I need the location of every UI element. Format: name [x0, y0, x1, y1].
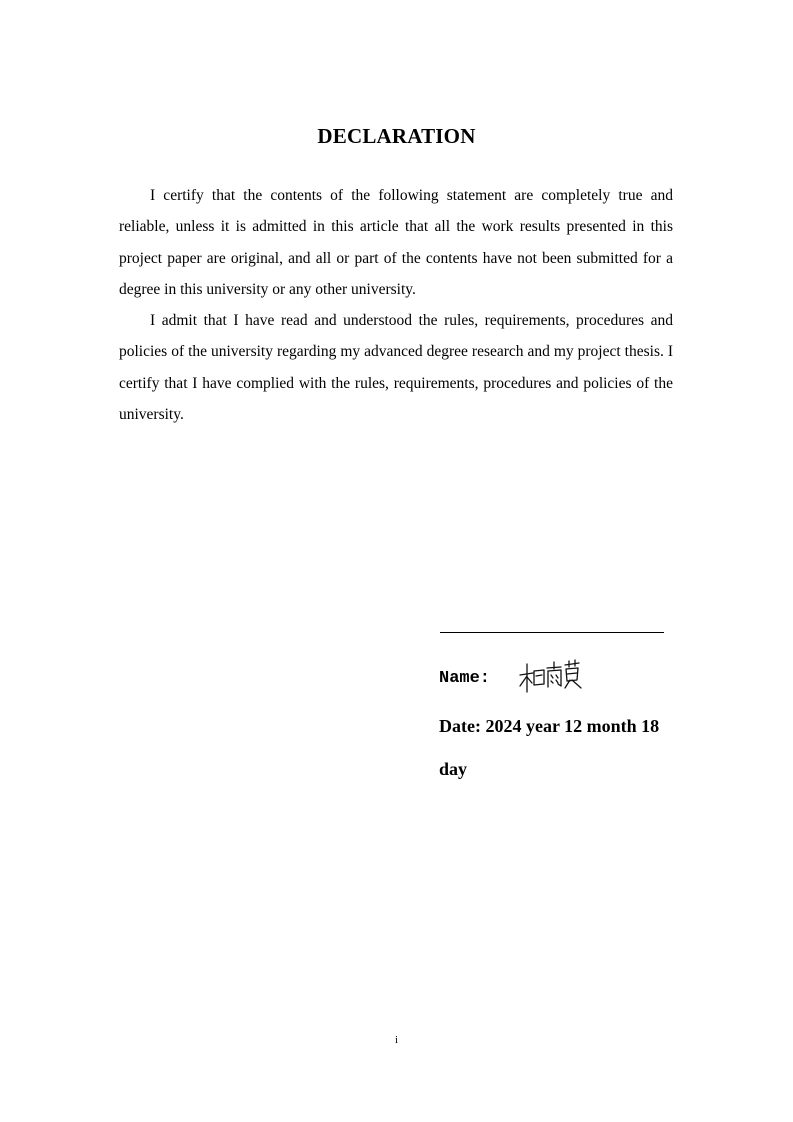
- name-row: [439, 664, 679, 704]
- handwritten-signature: [517, 658, 583, 696]
- page-title: DECLARATION: [317, 124, 476, 148]
- declaration-body: [119, 180, 673, 430]
- declaration-paragraph-1: I certify that the contents of the following statement are completely true and reliable, unless it is admitted in this article that all the work results presented in this project paper are original, and all or part of the contents have not been submitted for a degree in this university or any other university.: [119, 187, 673, 298]
- signature-line: [440, 632, 664, 633]
- signature-date: Date: 2024 year 12 month 18 day: [439, 716, 660, 779]
- name-label: Name:: [439, 669, 491, 688]
- declaration-paragraph-2: I admit that I have read and understood the rules, requirements, procedures and policies of the university regarding my advanced degree research and my project thesis. I certify that I have complied with the rules, requirements, procedures and policies of the university.: [119, 312, 673, 424]
- page-number: i: [394, 1034, 399, 1046]
